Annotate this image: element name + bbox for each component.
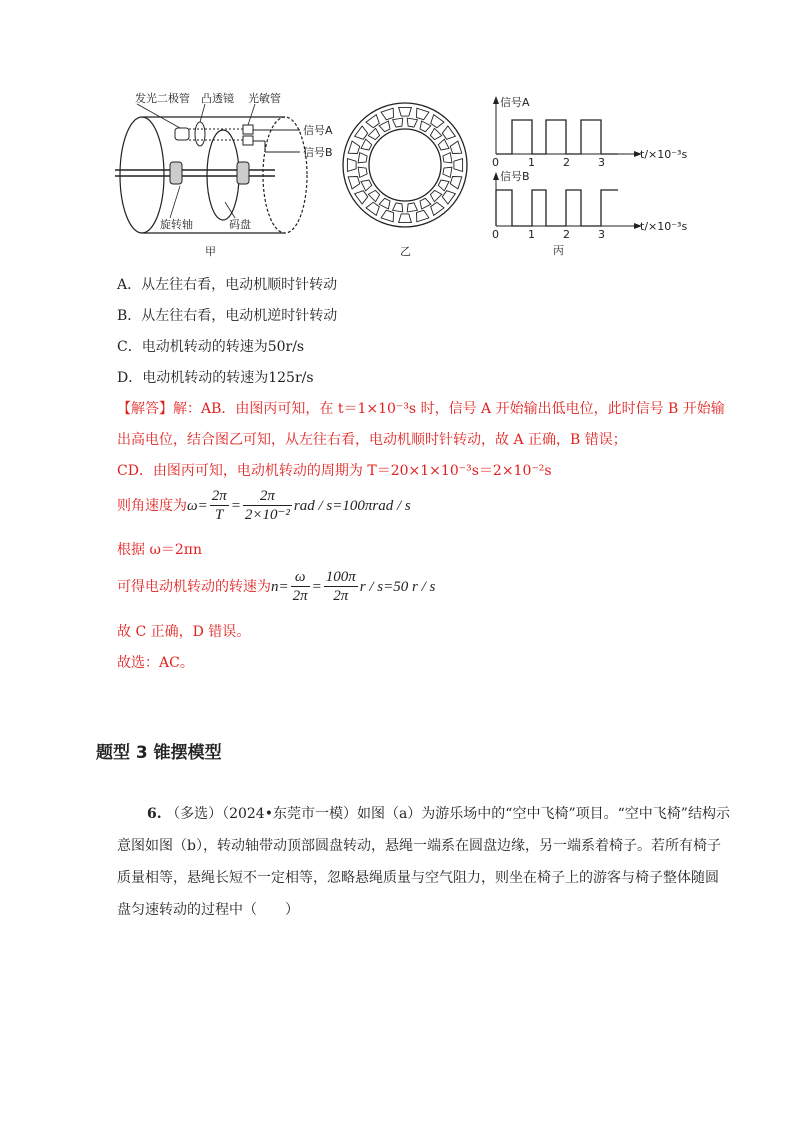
figure-jia [105,90,340,260]
code-disc-slot [420,198,431,209]
code-disc-slot [368,128,379,139]
n-frac2-den: 2π [333,588,349,604]
code-disc-slot [443,167,452,177]
code-disc-outer-slots [347,107,462,222]
code-disc-slot [430,128,441,139]
code-disc-slot [358,153,367,163]
code-disc-slot [431,115,444,128]
n-frac1-den: 2π [292,588,308,604]
code-disc-inner-slots [358,118,452,212]
code-disc-slot [399,107,412,116]
answer-line-3: CD．由图丙可知，电动机转动的周期为 T＝20×1×10⁻³s＝2×10⁻²s [117,463,552,479]
caption-bing: 丙 [553,244,564,257]
question-6-text: （多选）（2024•东莞市一模）如图（a）为游乐场中的“空中飞椅”项目。“空中飞椅”结构示意图如图（b），转动轴带动顶部圆盘转动，悬绳一端系在圆盘边缘，另一端系着椅子。若所有椅子质量相等，悬绳长短不一定相等，忽略悬绳质量与空气阻力，则坐在椅子上的游客与椅子整体随圆盘匀速转动的过程中（ ） [117,806,730,918]
label-disc: 码盘 [229,218,251,231]
omega-equation: 则角速度为 ω = $\frac{2\pi}{T}$ = $\frac{2\pi}{\text{2×10⁻²}}$ rad / s = 100πrad / s [117,488,411,523]
code-disc-slot [379,121,390,132]
code-disc-slot [443,153,452,163]
label-signal-b: 信号B [303,146,333,159]
code-disc-slot [417,210,429,222]
code-disc-slot [442,126,455,139]
n-frac2-num: 100π [325,569,356,585]
option-c: C．电动机转动的转速为50r/s [117,339,305,355]
question-6 [117,798,732,926]
label-led: 发光二极管 [135,92,190,105]
code-disc-slot [430,190,441,201]
code-disc-slot [381,108,393,120]
n-unit: r / s [359,578,384,595]
omega-frac1-num: 2π [211,488,227,504]
code-disc-slot [381,210,393,222]
answer-basis: 根据 ω＝2πn [117,542,202,558]
figure-yi [340,100,470,260]
code-disc-slot [431,202,444,215]
code-disc-slot [366,115,379,128]
code-disc-slot [399,214,412,223]
answer-line-1 [117,399,725,419]
answer-tag: 【解答】 [117,401,173,417]
answer-choice: 故选：AC。 [117,655,194,671]
code-disc-slot [361,180,372,191]
bing-b-tick-0: 0 [492,228,499,241]
bing-ylabel-b: 信号B [500,170,530,183]
question-6-number: 6. [147,806,162,822]
bing-a-tick-0: 0 [492,156,499,169]
code-disc-slot [379,198,390,209]
omega-frac2-num: 2π [243,487,292,506]
omega-prefix: 则角速度为 [117,497,187,514]
code-disc-slot [417,108,429,120]
code-disc-slot [355,191,368,204]
n-equation: 可得电动机转动的转速为 n = $\frac{\omega}{2\pi}$ = $\frac{100\pi}{2\pi}$ r / s = 50 r / s [117,569,436,604]
code-disc-slot [407,203,417,212]
code-disc-slot [393,118,403,127]
bing-a-tick-2: 2 [563,156,570,169]
code-disc-slot [393,203,403,212]
code-disc-slot [454,159,463,172]
omega-frac2-den: 2×10⁻² [244,507,290,523]
code-disc-slot [450,177,462,189]
bing-xlabel-b: t/×10⁻³s [640,220,688,233]
bing-a-tick-1: 1 [528,156,535,169]
caption-yi: 乙 [400,245,411,258]
code-disc-slot [420,121,431,132]
bing-b-tick-1: 1 [528,228,535,241]
code-disc-slot [355,126,368,139]
code-disc-slot [438,180,449,191]
label-lens: 凸透镜 [201,92,234,105]
label-shaft: 旋转轴 [160,218,193,231]
n-prefix: 可得电动机转动的转速为 [117,578,271,595]
option-a: A．从左往右看，电动机顺时针转动 [117,277,338,293]
bing-ylabel-a: 信号A [500,96,530,109]
code-disc-slot [347,159,356,172]
code-disc-slot [348,177,360,189]
code-disc-slot [361,139,372,150]
code-disc-slot [358,167,367,177]
omega-symbol: ω [187,497,198,514]
code-disc-slot [366,202,379,215]
code-disc-slot [450,141,462,153]
n-result: 50 r / s [393,578,436,595]
label-photo: 光敏管 [248,92,281,105]
answer-text-1: 解：AB．由图丙可知，在 t＝1×10⁻³s 时，信号 A 开始输出低电位，此时信号 B 开始输 [173,401,725,417]
code-disc-slot [438,139,449,150]
omega-frac1-den: T [215,507,224,523]
n-symbol: n [271,578,279,595]
code-disc-slot [348,141,360,153]
option-d: D．电动机转动的转速为125r/s [117,370,314,386]
bing-b-tick-3: 3 [598,228,605,241]
code-disc-slot [368,190,379,201]
section-title: 题型 3 锥摆模型 [96,743,222,763]
label-signal-a: 信号A [303,124,333,137]
omega-result: 100πrad / s [342,497,411,514]
caption-jia: 甲 [205,245,216,258]
figure-bing [478,92,693,262]
code-disc-slot [407,118,417,127]
option-b: B．从左往右看，电动机逆时针转动 [117,308,338,324]
bing-b-tick-2: 2 [563,228,570,241]
answer-conclusion: 故 C 正确，D 错误。 [117,624,251,640]
code-disc-slot [442,191,455,204]
n-frac1-num: ω [291,568,310,587]
bing-a-tick-3: 3 [598,156,605,169]
omega-unit: rad / s [293,497,333,514]
answer-line-2: 出高电位，结合图乙可知，从左往右看，电动机顺时针转动，故 A 正确，B 错误； [117,432,627,448]
bing-xlabel-a: t/×10⁻³s [640,148,688,161]
